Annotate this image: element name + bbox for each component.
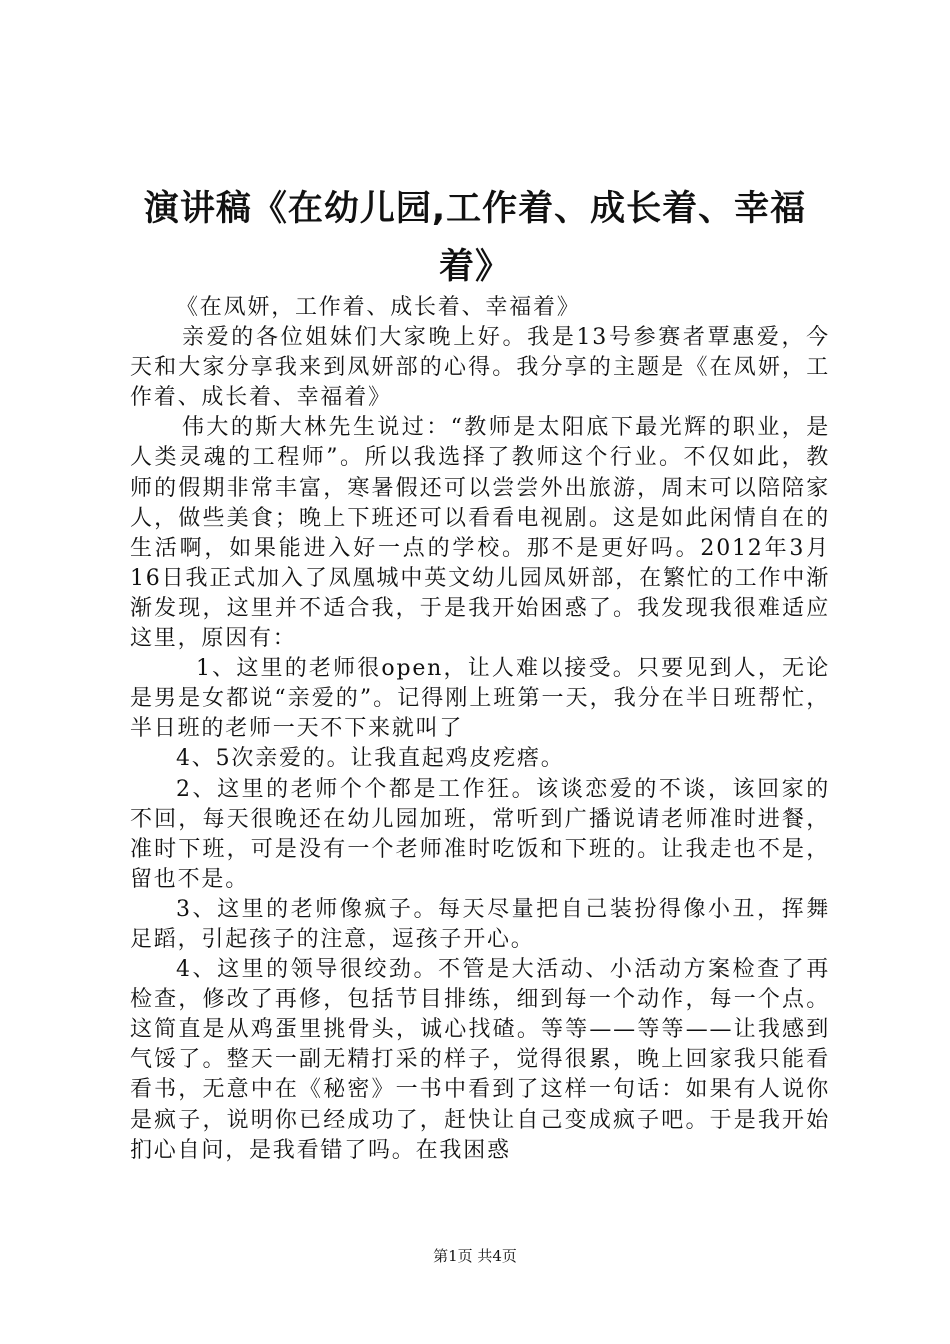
title-line-1: 演讲稿《在幼儿园,工作着、成长着、幸福 — [143, 189, 807, 229]
page-footer: 第1页 共4页 — [433, 1247, 517, 1265]
paragraph-reason-2: 2、这里的老师个个都是工作狂。该谈恋爱的不谈，该回家的不回，每天很晚还在幼儿园加班，常听到广播说请老师准时进餐，准时下班，可是没有一个老师准时吃饭和下班的。让我走也不是，留也不是。 — [130, 776, 830, 892]
document-title — [120, 180, 830, 296]
paragraph-reason-1: 1、这里的老师很open，让人难以接受。只要见到人，无论是男是女都说“亲爱的”。记得刚上班第一天，我分在半日班帮忙，半日班的老师一天不下来就叫了 — [130, 656, 830, 742]
paragraph-reason-1-cont: 4、5次亲爱的。让我直起鸡皮疙瘩。 — [176, 746, 565, 772]
paragraph-subtitle: 《在凤妍，工作着、成长着、幸福着》 — [176, 295, 581, 320]
document-body — [130, 293, 830, 1166]
paragraph-reason-4: 4、这里的领导很绞劲。不管是大活动、小活动方案检查了再检查，修改了再修，包括节目排练，细到每一个动作，每一个点。这简直是从鸡蛋里挑骨头，诚心找碴。等等——等等——让我感到气馁了。整天一副无精打采的样子，觉得很累，晚上回家我只能看看书，无意中在《秘密》一书中看到了这样一句话：如果有人说你是疯子，说明你已经成功了，赶快让自己变成疯子吧。于是我开始扪心自问，是我看错了吗。在我困惑 — [130, 957, 830, 1163]
title-line-2: 着》 — [438, 247, 511, 287]
paragraph-reason-3: 3、这里的老师像疯子。每天尽量把自己装扮得像小丑，挥舞足蹈，引起孩子的注意，逗孩子开心。 — [130, 896, 830, 952]
paragraph-greeting: 亲爱的各位姐妹们大家晚上好。我是13号参赛者覃惠爱，今天和大家分享我来到凤妍部的心得。我分享的主题是《在凤妍，工作着、成长着、幸福着》 — [130, 325, 830, 411]
paragraph-stalin-quote: 伟大的斯大林先生说过：“教师是太阳底下最光辉的职业，是人类灵魂的工程师”。所以我选择了教师这个行业。不仅如此，教师的假期非常丰富，寒暑假还可以尝尝外出旅游，周末可以陪陪家人，做些美食；晚上下班还可以看看电视剧。这是如此闲情自在的生活啊，如果能进入好一点的学校。那不是更好吗。2012年3月16日我正式加入了凤凰城中英文幼儿园凤妍部，在繁忙的工作中渐渐发现，这里并不适合我，于是我开始困惑了。我发现我很难适应这里，原因有： — [130, 415, 830, 652]
